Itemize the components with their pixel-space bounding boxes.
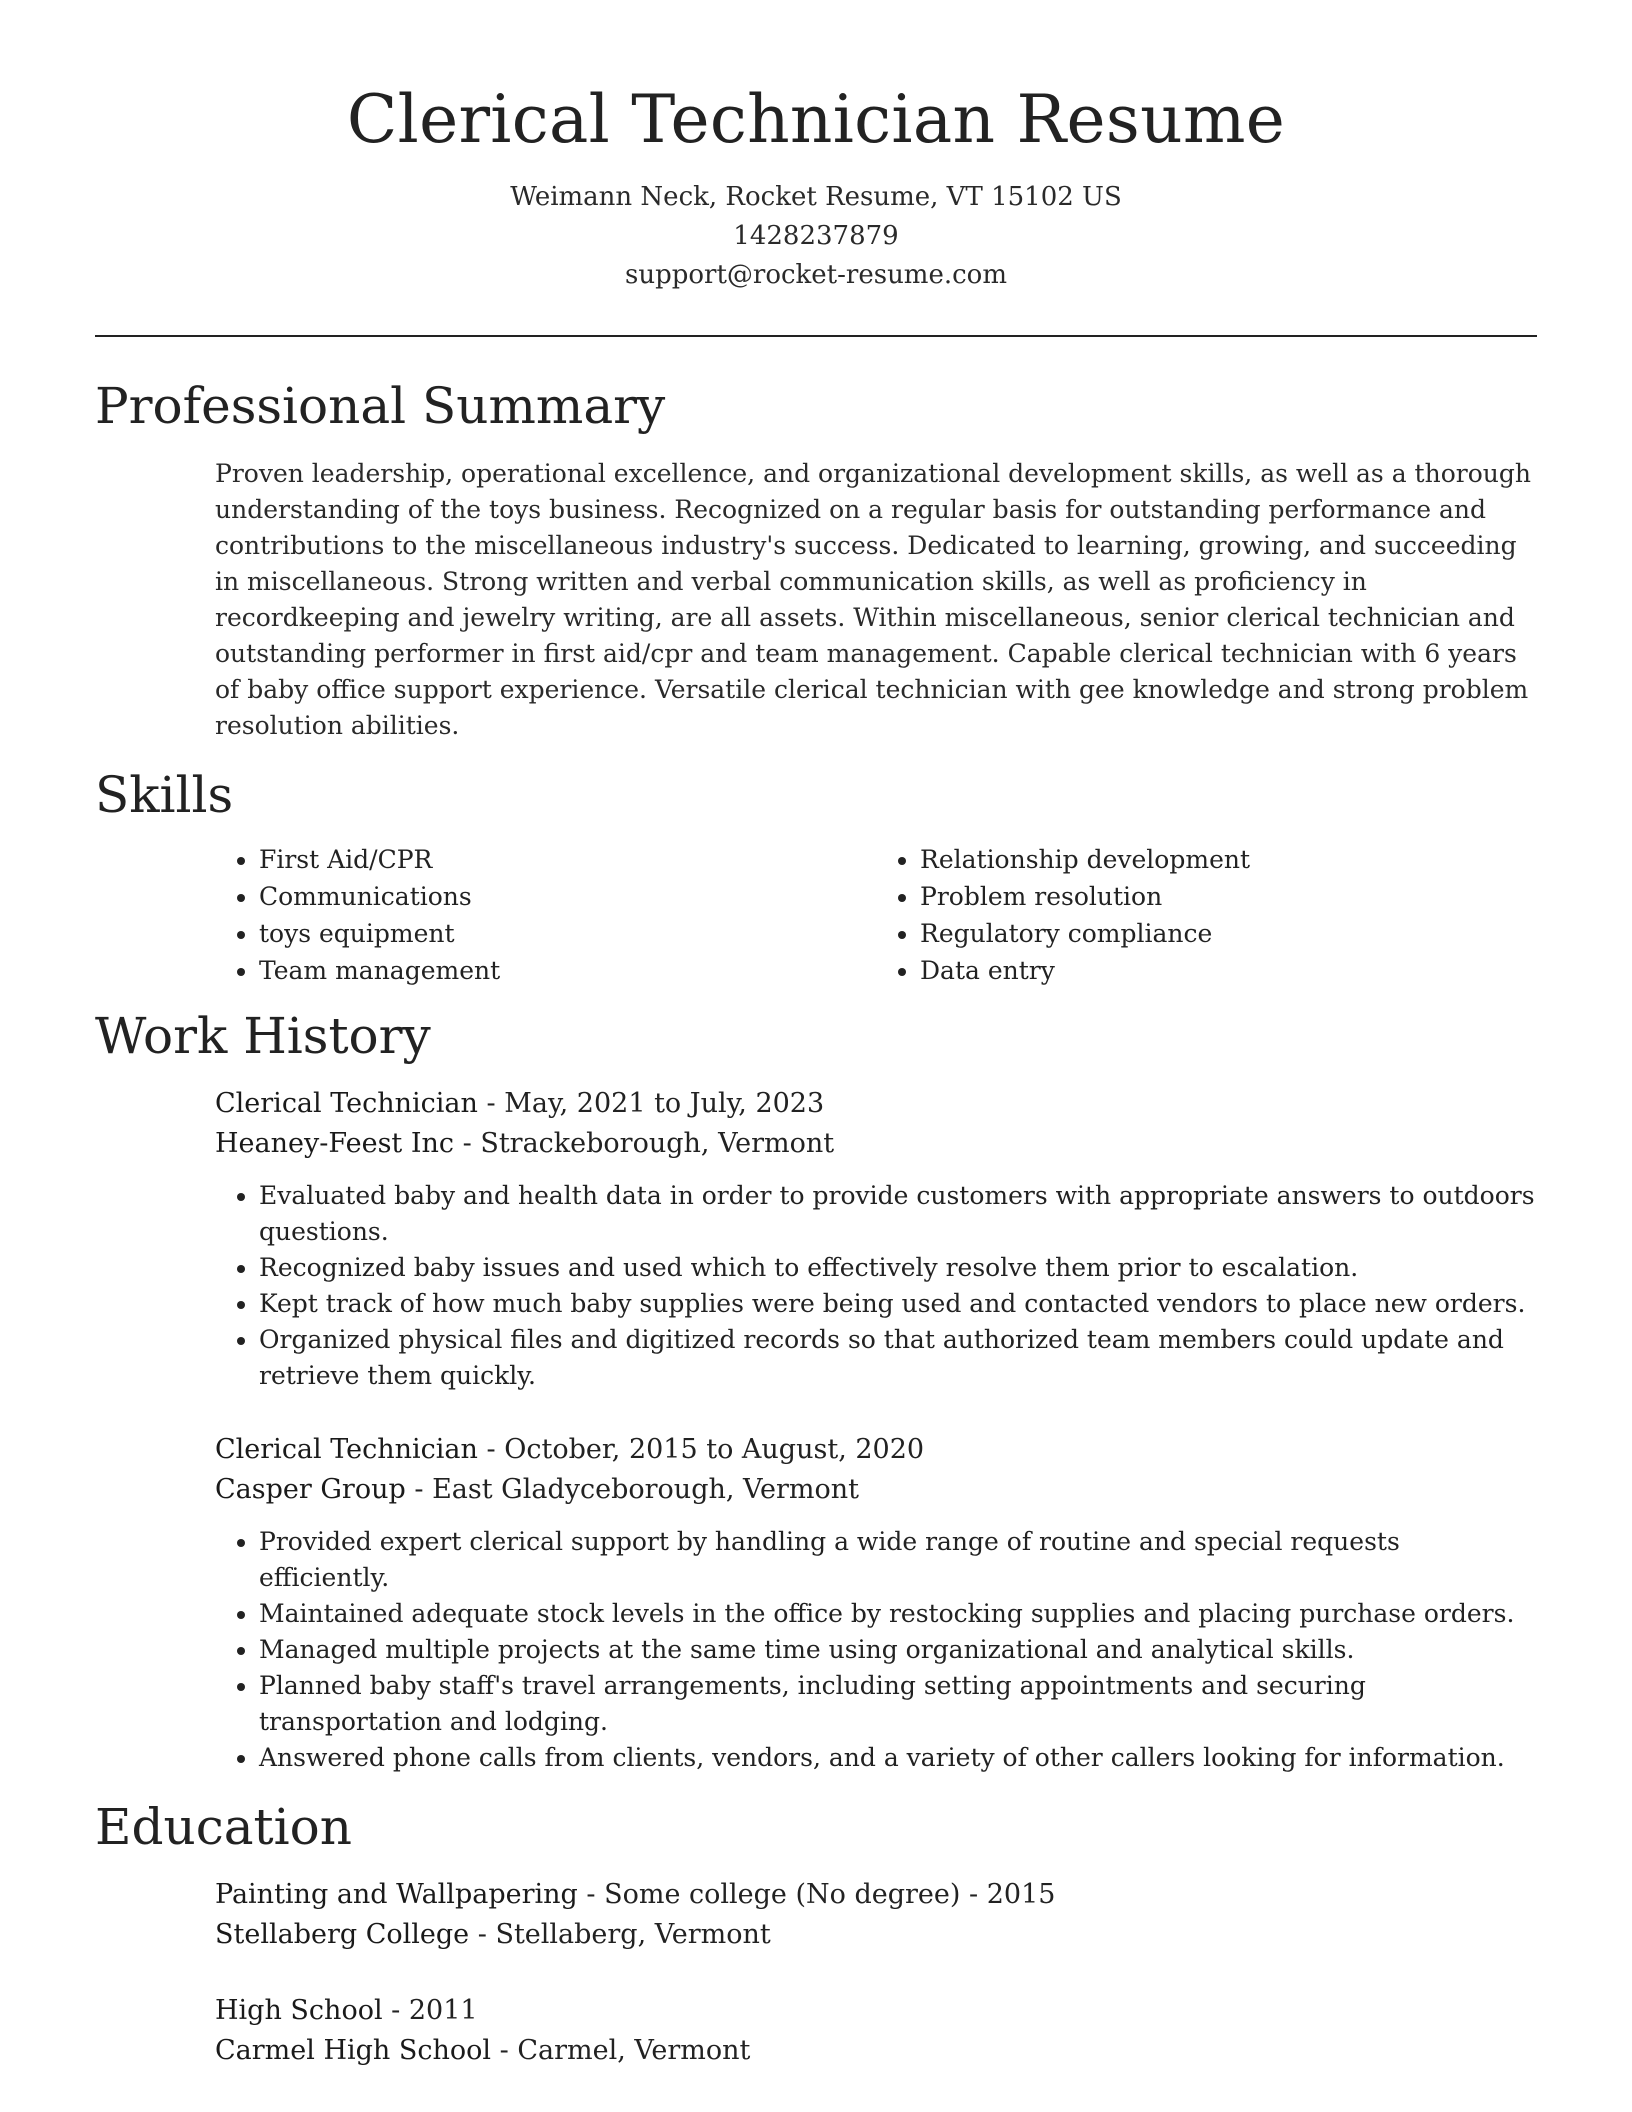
job-dates: - October, 2015 to August, 2020 [477, 1433, 925, 1465]
education-entry [95, 1875, 1537, 1955]
skills-section [95, 765, 1537, 989]
job-title-line [215, 1430, 1537, 1470]
skills-left-column [215, 841, 876, 989]
skill-item: • Regulatory compliance [920, 915, 1537, 952]
skills-heading: Skills [95, 765, 234, 824]
skill-item: • First Aid/CPR [259, 841, 876, 878]
job-duties-list [215, 1524, 1537, 1776]
job-company: Heaney-Feest Inc [215, 1127, 455, 1159]
skills-right-column [876, 841, 1537, 989]
job-duty: • Provided expert clerical support by handling a wide range of routine and special requests efficiently. [259, 1524, 1537, 1596]
resume-header [95, 0, 1537, 295]
job-duty: • Answered phone calls from clients, vendors, and a variety of other callers looking for information. [259, 1740, 1537, 1776]
contact-block [95, 178, 1537, 295]
job-title-line [215, 1084, 1537, 1124]
education-section [95, 1797, 1537, 2071]
summary-heading: Professional Summary [95, 376, 666, 435]
job-location: - Strackeborough, Vermont [454, 1127, 835, 1159]
education-degree-line [215, 1875, 1537, 1915]
skill-item: • Relationship development [920, 841, 1537, 878]
job-entry [95, 1084, 1537, 1394]
skill-item: • Problem resolution [920, 878, 1537, 915]
work-history-heading: Work History [95, 1006, 431, 1065]
summary-text: Proven leadership, operational excellence, and organizational development skills, as well as a thorough understanding of the toys business. Recognized on a regular basis for outstanding performance and contributions to the miscellaneous industry's success. Dedicated to learning, growing, and succeeding in miscellaneous. Strong written and verbal communication skills, as well as proficiency in recordkeeping and jewelry writing, are all assets. Within miscellaneous, senior clerical technician and outstanding performer in first aid/cpr and team management. Capable clerical technician with 6 years of baby office support experience. Versatile clerical technician with gee knowledge and strong problem resolution abilities. [215, 458, 1531, 740]
job-duty: • Organized physical files and digitized records so that authorized team members could update and retrieve them quickly. [259, 1322, 1537, 1394]
contact-email: support@rocket-resume.com [624, 259, 1007, 290]
job-duties-list [215, 1178, 1537, 1394]
summary-section [95, 376, 1537, 744]
job-company: Casper Group [215, 1473, 406, 1505]
education-detail: - 2011 [382, 1994, 478, 2026]
resume-title: Clerical Technician Resume [346, 81, 1286, 158]
education-school-line [215, 1915, 1537, 1955]
job-duty: • Recognized baby issues and used which to effectively resolve them prior to escalation. [259, 1250, 1537, 1286]
education-degree: High School [215, 1994, 383, 2026]
job-duty: • Managed multiple projects at the same time using organizational and analytical skills. [259, 1632, 1537, 1668]
job-duty: • Maintained adequate stock levels in the office by restocking supplies and placing purchase orders. [259, 1596, 1537, 1632]
education-degree: Painting and Wallpapering [215, 1878, 578, 1910]
education-heading: Education [95, 1797, 352, 1856]
job-location: - East Gladyceborough, Vermont [405, 1473, 860, 1505]
education-school: Carmel High School [215, 2034, 492, 2066]
job-duty: • Kept track of how much baby supplies were being used and contacted vendors to place new orders. [259, 1286, 1537, 1322]
job-title: Clerical Technician [215, 1087, 478, 1119]
skill-item: • toys equipment [259, 915, 876, 952]
job-duty: • Planned baby staff's travel arrangements, including setting appointments and securing transportation and lodging. [259, 1668, 1537, 1740]
job-company-line [215, 1470, 1537, 1510]
education-school-line [215, 2031, 1537, 2071]
education-school: Stellaberg College [215, 1918, 470, 1950]
skill-item: • Team management [259, 952, 876, 989]
education-entry [95, 1991, 1537, 2071]
contact-address: Weimann Neck, Rocket Resume, VT 15102 US [510, 181, 1122, 212]
job-company-line [215, 1124, 1537, 1164]
job-entry [95, 1430, 1537, 1776]
skill-item: • Communications [259, 878, 876, 915]
job-title: Clerical Technician [215, 1433, 478, 1465]
education-location: - Carmel, Vermont [491, 2034, 751, 2066]
skill-item: • Data entry [920, 952, 1537, 989]
job-duty: • Evaluated baby and health data in order to provide customers with appropriate answers to outdoors questions. [259, 1178, 1537, 1250]
resume-page [95, 0, 1537, 2071]
education-detail: - Some college (No degree) - 2015 [577, 1878, 1056, 1910]
education-degree-line [215, 1991, 1537, 2031]
job-dates: - May, 2021 to July, 2023 [477, 1087, 825, 1119]
education-location: - Stellaberg, Vermont [469, 1918, 771, 1950]
header-divider [95, 335, 1537, 337]
contact-phone: 1428237879 [733, 220, 899, 251]
skills-grid [215, 841, 1537, 989]
work-history-section [95, 1006, 1537, 1776]
